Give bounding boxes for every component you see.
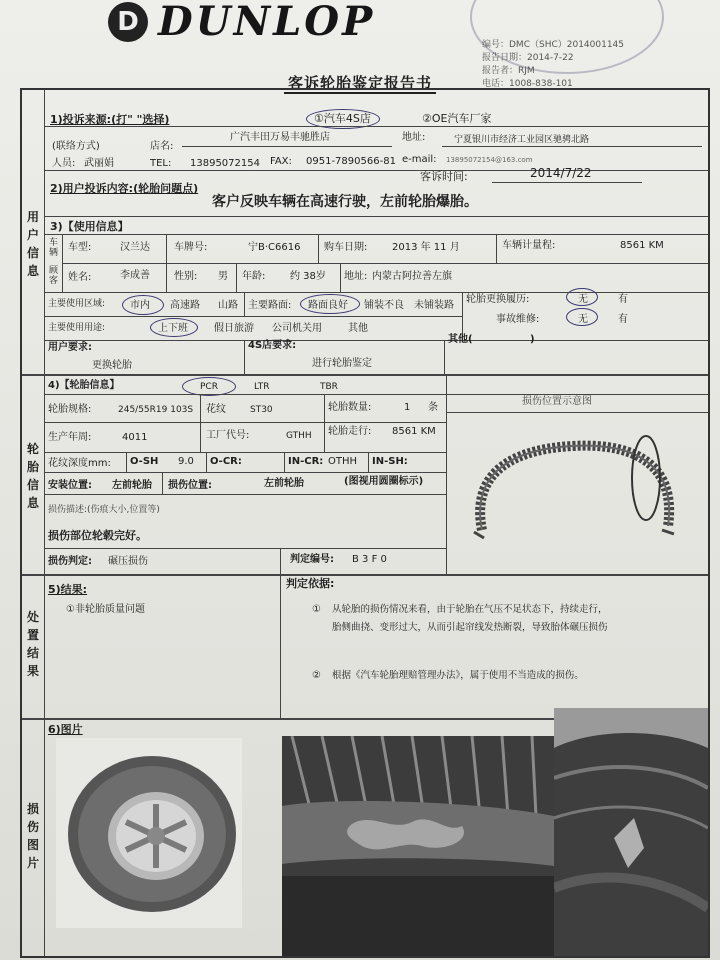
s4-spec-label: 轮胎规格: <box>48 404 92 415</box>
s4-week-label: 生产年周: <box>48 432 92 443</box>
s4-depth-label: 花纹深度mm: <box>48 458 111 469</box>
s4-label: 4)【轮胎信息】 <box>48 380 120 391</box>
s3-model-value: 汉兰达 <box>120 242 150 253</box>
s3-road-good-circle <box>300 294 360 314</box>
s5-basis-label: 判定依据: <box>286 577 335 590</box>
s3-other-close: ) <box>530 334 535 345</box>
s3-accident-no: 无 <box>578 314 588 325</box>
s3-road-label: 主要路面: <box>248 300 292 311</box>
s4-type-pcr: PCR <box>200 382 218 392</box>
s1-person-label: 人员: <box>52 158 76 169</box>
s3-replace-yes: 有 <box>618 294 628 305</box>
side-label-tire: 轮胎信息 <box>26 442 39 510</box>
dunlop-mark-icon: D <box>108 2 148 42</box>
s3-gender-value: 男 <box>218 271 228 282</box>
s4-judge-value: 碾压损伤 <box>108 556 148 567</box>
s4-judge-label: 损伤判定: <box>48 556 92 567</box>
s3-region-city: 市内 <box>130 300 150 311</box>
side-label-user: 用户信息 <box>26 210 39 278</box>
s4-pos-value: 左前轮胎 <box>112 480 152 491</box>
report-title: 客诉轮胎鉴定报告书 <box>0 72 720 93</box>
s1-email-value: 13895072154@163.com <box>446 156 533 164</box>
s5-result: ①非轮胎质量问题 <box>66 604 145 615</box>
s3-replace-no: 无 <box>578 294 588 305</box>
s3-age-value: 约 38岁 <box>290 271 326 282</box>
s4-mark-note: (图视用圆圈标示) <box>344 476 424 487</box>
s3-buy-value: 2013 年 11 月 <box>392 242 460 253</box>
s4-desc-value: 损伤部位轮毂完好。 <box>48 529 147 542</box>
s4-type-ltr: LTR <box>254 382 270 392</box>
s3-accident-label: 事故维修: <box>496 314 540 325</box>
s1-opt-oe: ②OE汽车厂家 <box>422 112 492 125</box>
s3-road-unpaved: 未铺装路 <box>414 300 454 311</box>
s3-area-label: 地址: <box>344 271 368 282</box>
s4-incr-label: IN-CR: <box>288 456 324 467</box>
s1-name-label: 店名: <box>150 141 174 152</box>
s1-addr-label: 地址: <box>402 132 426 143</box>
s1-name-value: 广汽丰田万易丰驰胜店 <box>230 132 330 143</box>
s5-basis1-line2: 胎侧曲挠、变形过大，从而引起帘线发热断裂，导致胎体碾压损伤 <box>332 622 608 633</box>
s4-dmg-value: 左前轮胎 <box>264 478 304 489</box>
s4-run-value: 8561 KM <box>392 426 436 437</box>
s3-region-highway: 高速路 <box>170 300 200 311</box>
s1-opt-4s: ①汽车4S店 <box>314 112 371 125</box>
s4-dmg-label: 损伤位置: <box>168 480 212 491</box>
s3-model-label: 车型: <box>68 242 92 253</box>
s5-basis2-no: ② <box>312 670 321 681</box>
photo-wheel <box>56 738 242 928</box>
s3-cname-label: 姓名: <box>68 272 92 283</box>
s2-label: 2)用户投诉内容:(轮胎问题点) <box>50 182 199 195</box>
s3-purpose-label: 主要使用用途: <box>48 323 106 333</box>
s4-diagram-label: 损伤位置示意图 <box>522 396 592 407</box>
side-label-result: 处置结果 <box>26 610 39 678</box>
s1-addr-value: 宁夏银川市经济工业园区驰骋北路 <box>454 135 590 145</box>
s3-shop-req-value: 进行轮胎鉴定 <box>312 358 372 369</box>
brand-name: DUNLOP <box>158 0 376 45</box>
photo-tire-tread <box>554 708 708 956</box>
s5-basis1-line1: 从轮胎的损伤情况来看，由于轮胎在气压不足状态下，持续走行， <box>332 604 608 615</box>
s3-gender-label: 性别: <box>174 271 198 282</box>
s3-region-label: 主要使用区域: <box>48 299 106 309</box>
s3-purpose-holiday: 假日旅游 <box>214 323 254 334</box>
s5-label: 5)结果: <box>48 583 88 596</box>
report-date: 报告日期：2014-7-22 <box>482 53 574 63</box>
tire-cross-section-diagram <box>462 420 692 560</box>
s3-customer-group: 顾客 <box>49 266 59 286</box>
s3-purpose-company: 公司机关用 <box>272 323 322 334</box>
s4-qty-label: 轮胎数量: <box>328 402 372 413</box>
s4-pattern-value: ST30 <box>250 405 273 415</box>
photo-sidewall-damage <box>282 736 554 956</box>
s3-replace-label: 轮胎更换履历: <box>466 294 530 305</box>
s3-purpose-commute-circle <box>150 318 198 337</box>
s3-region-mountain: 山路 <box>218 300 238 311</box>
s3-road-poor: 铺装不良 <box>364 300 404 311</box>
report-author: 报告者：RJM <box>482 66 535 76</box>
s4-pos-label: 安装位置: <box>48 480 92 491</box>
s5-basis1-no: ① <box>312 604 321 615</box>
s4-factory-label: 工厂代号: <box>206 430 250 441</box>
s1-time-label: 客诉时间: <box>420 170 468 183</box>
s3-user-req-label: 用户要求: <box>48 342 92 353</box>
side-label-photos: 损伤图片 <box>26 802 39 870</box>
s3-replace-no-circle <box>566 288 598 306</box>
s4-qty-unit: 条 <box>428 402 438 413</box>
s3-cname-value: 李成善 <box>120 270 150 281</box>
s4-desc-label: 损伤描述:(伤痕大小,位置等) <box>48 505 160 515</box>
s4-type-tbr: TBR <box>320 382 338 392</box>
s3-purpose-commute: 上下班 <box>158 323 188 334</box>
s4-pattern-label: 花纹 <box>206 404 226 415</box>
s4-osh-label: O-SH <box>130 456 159 467</box>
report-number: 编号：DMC（SHC）2014001145 <box>482 40 625 50</box>
s1-label: 1)投诉来源:(打" "选择) <box>50 113 170 126</box>
s3-road-good: 路面良好 <box>308 300 348 311</box>
s4-factory-value: GTHH <box>286 431 312 441</box>
report-table <box>20 88 710 958</box>
s4-insh-label: IN-SH: <box>372 456 408 467</box>
s3-other-label: 其他( <box>448 334 473 345</box>
s3-accident-no-circle <box>566 308 598 326</box>
s1-time-value: 2014/7/22 <box>530 166 592 180</box>
s3-label: 3)【使用信息】 <box>50 220 129 233</box>
s4-ocr-label: O-CR: <box>210 456 242 467</box>
s1-email-label: e-mail: <box>402 154 437 165</box>
s3-vehicle-group: 车辆 <box>49 238 59 258</box>
s4-run-label: 轮胎走行: <box>328 426 372 437</box>
s1-fax-value: 0951-7890566-81 <box>306 156 396 167</box>
s4-spec-value: 245/55R19 103S <box>118 405 194 415</box>
s4-code-label: 判定编号: <box>290 554 334 565</box>
s3-user-req-value: 更换轮胎 <box>92 360 132 371</box>
s1-tel-value: 13895072154 <box>190 158 260 169</box>
s3-shop-req-label: 4S店要求: <box>248 340 297 351</box>
s3-buy-label: 购车日期: <box>324 242 368 253</box>
s1-fax-label: FAX: <box>270 156 292 167</box>
s3-age-label: 年龄: <box>242 271 266 282</box>
s3-plate-label: 车牌号: <box>174 242 208 253</box>
s3-odo-value: 8561 KM <box>620 240 664 251</box>
s4-incr-value: OTHH <box>328 456 358 467</box>
s4-osh-value: 9.0 <box>178 456 194 467</box>
s4-qty-value: 1 <box>404 402 411 413</box>
s5-basis2: 根据《汽车轮胎理赔管理办法》，属于使用不当造成的损伤。 <box>332 670 584 681</box>
s3-accident-yes: 有 <box>618 314 628 325</box>
s3-plate-value: 宁B·C6616 <box>248 242 301 253</box>
report-phone: 电话：1008-838-101 <box>482 79 573 89</box>
s4-code-value: B 3 F 0 <box>352 554 387 565</box>
s6-label: 6)图片 <box>48 723 83 736</box>
s3-region-city-circle <box>122 295 164 315</box>
dunlop-logo <box>108 0 468 44</box>
s3-purpose-other: 其他 <box>348 323 368 334</box>
s1-contact-label: (联络方式) <box>52 141 100 152</box>
s2-content: 客户反映车辆在高速行驶，左前轮胎爆胎。 <box>212 194 478 210</box>
s3-odo-label: 车辆计量程: <box>502 240 556 251</box>
s4-week-value: 4011 <box>122 432 148 443</box>
s1-tel-label: TEL: <box>150 158 172 169</box>
s3-area-value: 内蒙古阿拉善左旗 <box>372 271 452 282</box>
s1-person-value: 武丽娟 <box>84 158 114 169</box>
